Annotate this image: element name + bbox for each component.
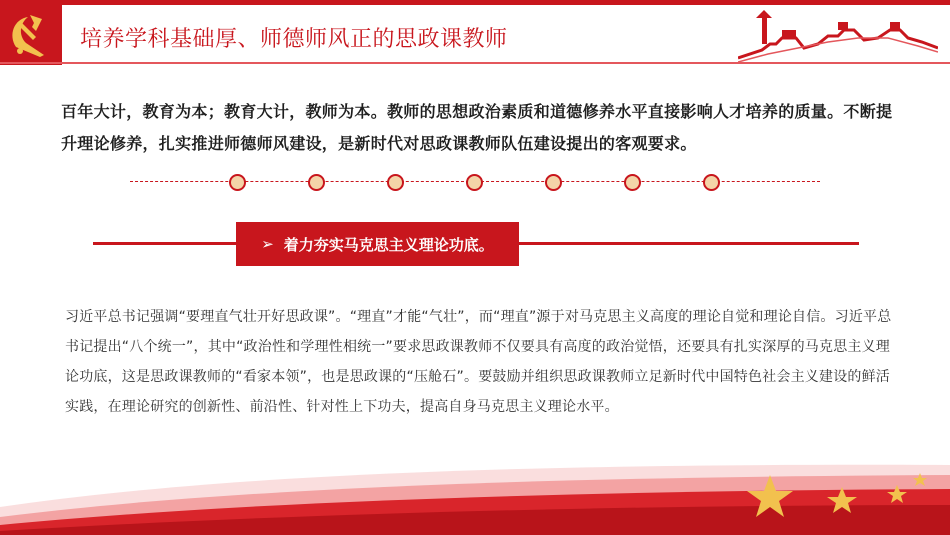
party-emblem-icon	[6, 11, 56, 59]
timeline-dot	[624, 174, 641, 191]
timeline-dot	[466, 174, 483, 191]
intro-paragraph: 百年大计，教育为本；教育大计，教师为本。教师的思想政治素质和道德修养水平直接影响人才培养的质量。不断提升理论修养，扎实推进师德师风建设，是新时代对思政课教师队伍建设提出的客观要求。	[61, 102, 893, 153]
section-heading: 着力夯实马克思主义理论功底。	[283, 235, 494, 254]
bottom-ribbon-decoration	[0, 445, 950, 535]
timeline-decoration	[130, 170, 820, 194]
timeline-dot	[545, 174, 562, 191]
top-accent-bar	[0, 0, 950, 5]
page-title: 培养学科基础厚、师德师风正的思政课教师	[80, 27, 508, 52]
timeline-dot	[308, 174, 325, 191]
title-divider	[0, 62, 950, 64]
timeline-dot	[387, 174, 404, 191]
section-heading-box	[236, 222, 519, 266]
arrow-bullet-icon: ➢	[261, 235, 274, 253]
timeline-dot	[229, 174, 246, 191]
logo-block	[0, 5, 62, 65]
body-paragraph: 习近平总书记强调“要理直气壮开好思政课”。“理直”才能“气壮”，而“理直”源于对马克思主义高度的理论自觉和理论自信。习近平总书记提出“八个统一”，其中“政治性和学理性相统一”要求思政课教师不仅要具有高度的政治觉悟，还要具有扎实深厚的马克思主义理论功底，这是思政课教师的“看家本领”，也是思政课的“压舱石”。要鼓励并组织思政课教师立足新时代中国特色社会主义建设的鲜活实践，在理论研究的创新性、前沿性、针对性上下功夫，提高自身马克思主义理论水平。	[65, 309, 892, 415]
timeline-dot	[703, 174, 720, 191]
great-wall-icon	[738, 8, 938, 64]
